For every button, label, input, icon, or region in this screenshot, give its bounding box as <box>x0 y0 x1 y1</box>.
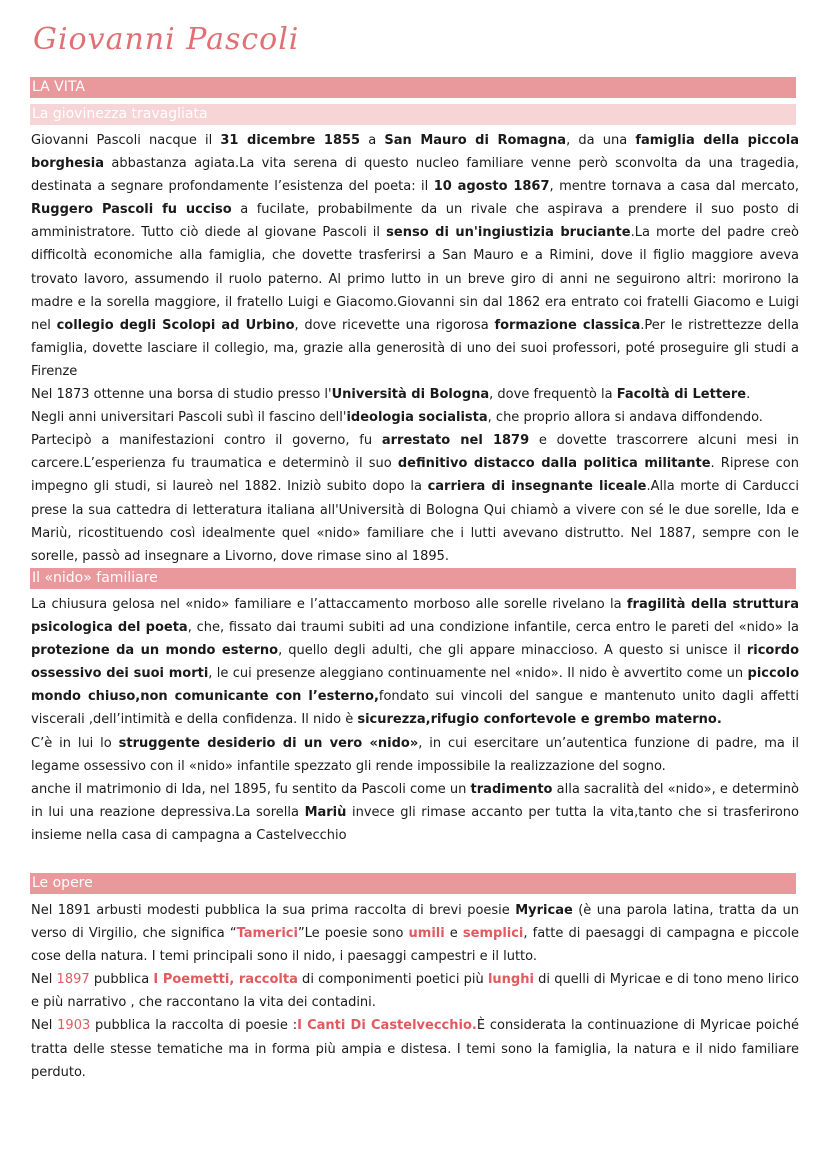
vita-paragraph-2: Nel 1873 ottenne una borsa di studio presso l'Università di Bologna, dove frequentò la Facoltà di Lettere. <box>31 387 751 403</box>
opere-paragraph-2: Nel 1897 pubblica I Poemetti, raccolta di componimenti poetici più lunghi di quelli di Myricae e di tono meno lirico e più narrativo , che raccontano la vita dei contadini. <box>31 972 800 1011</box>
section-heading-opere: Le opere <box>30 873 796 894</box>
nido-paragraph-2: C’è in lui lo struggente desiderio di un vero «nido», in cui esercitare un’autentica funzione di padre, ma il legame ossessivo con il «nido» infantile spezzato gli rende impossibile la realizzazione del sogno. <box>31 735 799 774</box>
vita-text <box>31 129 799 568</box>
vita-paragraph-4: Partecipò a manifestazioni contro il governo, fu arrestato nel 1879 e dovette trascorrere alcuni mesi in carcere.L’esperienza fu traumatica e determinò il suo definitivo distacco dalla politica militante. Riprese con impegno gli studi, si laureò nel 1882. Iniziò subito dopo la carriera di insegnante liceale.Alla morte di Carducci prese la sua cattedra di letteratura italiana all'Università di Bologna Qui chiamò a vivere con sé le due sorelle, Ida e Mariù, ricostituendo così idealmente quel «nido» familiare che i lutti avevano distrutto. Nel 1887, sempre con le sorelle, passò ad insegnare a Livorno, dove rimase sino al 1895. <box>31 433 800 564</box>
section-heading-nido: Il «nido» familiare <box>30 568 796 589</box>
opere-paragraph-1: Nel 1891 arbusti modesti pubblica la sua prima raccolta di brevi poesie Myricae (è una parola latina, tratta da un verso di Virgilio, che significa “Tamerici”Le poesie sono umili e semplici, fatte di paesaggi di campagna e piccole cose della natura. I temi principali sono il nido, i paesaggi campestri e il lutto. <box>31 903 800 965</box>
nido-text <box>31 593 799 847</box>
document-title: Giovanni Pascoli <box>33 22 300 57</box>
opere-paragraph-3: Nel 1903 pubblica la raccolta di poesie :I Canti Di Castelvecchio.È considerata la continuazione di Myricae poiché tratta delle stesse tematiche ma in forma più ampia e distesa. I temi sono la famiglia, la natura e il nido familiare perduto. <box>31 1018 799 1080</box>
opere-text <box>31 899 799 1084</box>
vita-paragraph-3: Negli anni universitari Pascoli subì il fascino dell'ideologia socialista, che proprio allora si andava diffondendo. <box>31 410 763 426</box>
section-heading-vita: LA VITA <box>30 77 796 98</box>
nido-paragraph-3: anche il matrimonio di Ida, nel 1895, fu sentito da Pascoli come un tradimento alla sacralità del «nido», e determinò in lui una reazione depressiva.La sorella Mariù invece gli rimase accanto per tutta la vita,tanto che si trasferirono insieme nella casa di campagna a Castelvecchio <box>31 781 799 843</box>
nido-paragraph-1: La chiusura gelosa nel «nido» familiare e l’attaccamento morboso alle sorelle rivelano la fragilità della struttura psicologica del poeta, che, fissato dai traumi subiti ad una condizione infantile, cerca entro le pareti del «nido» la protezione da un mondo esterno, quello degli adulti, che gli appare minaccioso. A questo si unisce il ricordo ossessivo dei suoi morti, le cui presenze aleggiano continuamente nel «nido». Il nido è avvertito come un piccolo mondo chiuso,non comunicante con l’esterno,fondato sui vincoli del sangue e mantenuto unito dagli affetti viscerali ,dell’intimità e della confidenza. Il nido è sicurezza,rifugio confortevole e grembo materno. <box>31 597 800 728</box>
vita-paragraph-1: Giovanni Pascoli nacque il 31 dicembre 1855 a San Mauro di Romagna, da una famiglia della piccola borghesia abbastanza agiata.La vita serena di questo nucleo familiare venne però sconvolta da una tragedia, destinata a segnare profondamente l’esistenza del poeta: il 10 agosto 1867, mentre tornava a casa dal mercato, Ruggero Pascoli fu ucciso a fucilate, probabilmente da un rivale che aspirava a prendere il suo posto di amministratore. Tutto ciò diede al giovane Pascoli il senso di un'ingiustizia bruciante.La morte del padre creò difficoltà economiche alla famiglia, che dovette trasferirsi a San Mauro e a Rimini, dove il figlio maggiore aveva trovato lavoro, assumendo il ruolo paterno. Al primo lutto in un breve giro di anni ne seguirono altri: morirono la madre e la sorella maggiore, il fratello Luigi e Giacomo.Giovanni sin dal 1862 era entrato coi fratelli Giacomo e Luigi nel collegio degli Scolopi ad Urbino, dove ricevette una rigorosa formazione classica.Per le ristrettezze della famiglia, dovette lasciare il collegio, ma, grazie alla generosità di uno dei suoi professori, poté proseguire gli studi a Firenze <box>31 133 799 379</box>
subsection-heading-giovinezza: La giovinezza travagliata <box>30 104 796 125</box>
